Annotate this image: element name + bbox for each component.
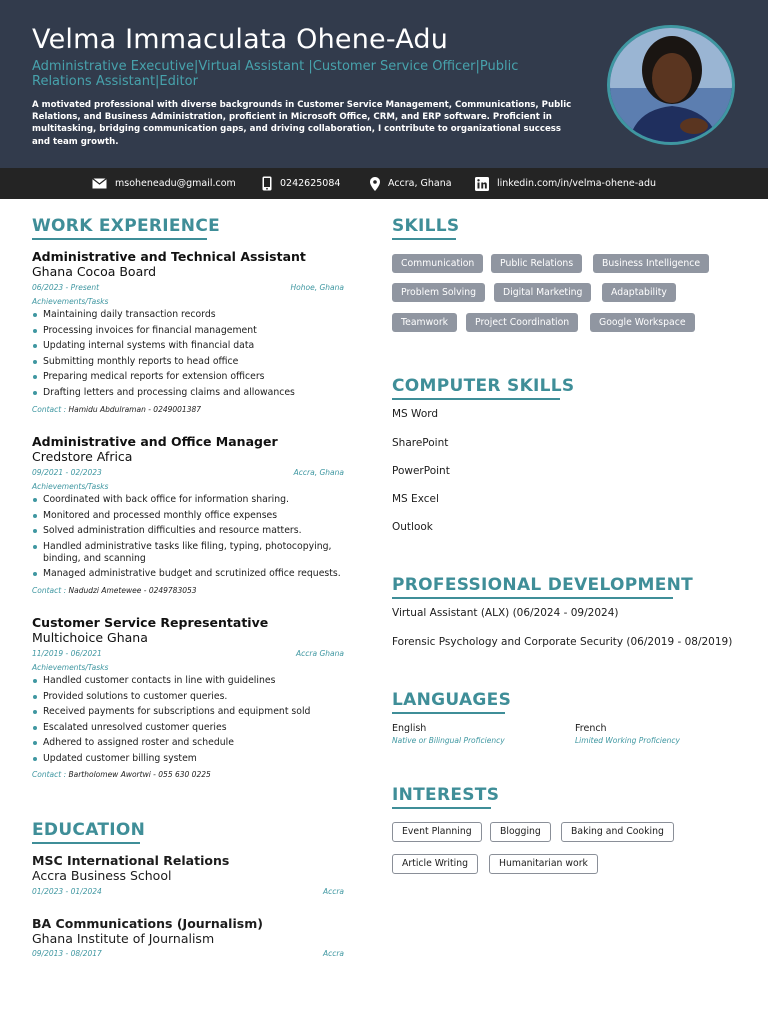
- language-level: Limited Working Proficiency: [575, 736, 680, 745]
- profile-summary: A motivated professional with diverse backgrounds in Customer Service Management, Communications, Public Relations, and Business Administration, proficient in Microsoft Office, CRM, and ERP software. Proficient in multitasking, bridging communication gaps, and driving collaboration, I contribute to organizational success and team growth.: [32, 100, 572, 147]
- list-item: Provided solutions to customer queries.: [32, 691, 344, 703]
- language-level: Native or Bilingual Proficiency: [392, 736, 505, 745]
- contact-linkedin[interactable]: [475, 168, 656, 199]
- resume-header: [0, 0, 768, 168]
- contact-phone[interactable]: [262, 168, 340, 199]
- candidate-name: Velma Immaculata Ohene-Adu: [32, 24, 449, 55]
- list-item: Handled customer contacts in line with guidelines: [32, 675, 344, 687]
- languages-underline: [392, 712, 505, 714]
- education-meta: [32, 887, 344, 896]
- phone-text: 0242625084: [280, 178, 341, 189]
- skill-tag: Business Intelligence: [593, 254, 709, 273]
- interests-heading: INTERESTS: [392, 785, 500, 805]
- list-item: Drafting letters and processing claims and allowances: [32, 387, 344, 399]
- work-experience-heading: WORK EXPERIENCE: [32, 216, 221, 236]
- linkedin-text: linkedin.com/in/velma-ohene-adu: [497, 178, 656, 189]
- job-dates: 06/2023 - Present: [32, 283, 100, 292]
- skill-tag: Adaptability: [602, 283, 676, 302]
- reference-value: Bartholomew Awortwi - 055 630 0225: [68, 770, 211, 779]
- reference-label: Contact :: [32, 586, 67, 595]
- job-title: Customer Service Representative: [32, 615, 269, 630]
- list-item: Monitored and processed monthly office expenses: [32, 510, 344, 522]
- skill-tag: Problem Solving: [392, 283, 485, 302]
- computer-skills-underline: [392, 398, 560, 400]
- job-title: Administrative and Technical Assistant: [32, 249, 306, 264]
- list-item: Preparing medical reports for extension officers: [32, 371, 344, 383]
- computer-skill-item: MS Excel: [392, 493, 439, 505]
- interest-tag: Blogging: [490, 822, 551, 842]
- interest-tag: Baking and Cooking: [561, 822, 674, 842]
- professional-development-underline: [392, 597, 673, 599]
- list-item: Escalated unresolved customer queries: [32, 722, 344, 734]
- language-name: English: [392, 723, 427, 734]
- list-item: Received payments for subscriptions and equipment sold: [32, 706, 344, 718]
- list-item: Submitting monthly reports to head office: [32, 356, 344, 368]
- list-item: Adhered to assigned roster and schedule: [32, 737, 344, 749]
- skills-heading: SKILLS: [392, 216, 460, 236]
- list-item: Updated customer billing system: [32, 753, 344, 765]
- job-meta: [32, 283, 344, 292]
- contact-bar: [0, 168, 768, 199]
- reference-contact: [32, 586, 197, 595]
- reference-value: Nadudzi Ametewee - 0249783053: [68, 586, 197, 595]
- professional-development-heading: PROFESSIONAL DEVELOPMENT: [392, 575, 694, 595]
- job-company: Ghana Cocoa Board: [32, 264, 157, 279]
- language-name: French: [575, 723, 607, 734]
- phone-icon: [262, 176, 272, 191]
- linkedin-icon: [475, 177, 489, 191]
- job-dates: 09/2021 - 02/2023: [32, 468, 102, 477]
- interest-tag: Humanitarian work: [489, 854, 598, 874]
- education-underline: [32, 842, 140, 844]
- list-item: Maintaining daily transaction records: [32, 309, 344, 321]
- list-item: Handled administrative tasks like filing, typing, photocopying, binding, and scanning: [32, 541, 344, 565]
- task-list: [32, 494, 344, 584]
- computer-skill-item: SharePoint: [392, 437, 449, 449]
- education-location: Accra: [322, 887, 344, 896]
- education-degree: MSC International Relations: [32, 853, 230, 868]
- email-text: msoheneadu@gmail.com: [115, 178, 236, 189]
- interests-underline: [392, 807, 491, 809]
- achievements-label: Achievements/Tasks: [32, 663, 109, 672]
- list-item: Coordinated with back office for information sharing.: [32, 494, 344, 506]
- computer-skill-item: Outlook: [392, 521, 433, 533]
- profile-photo-illustration: [610, 28, 735, 145]
- interest-tag: Event Planning: [392, 822, 482, 842]
- skill-tag: Public Relations: [491, 254, 582, 273]
- job-company: Multichoice Ghana: [32, 630, 148, 645]
- reference-contact: [32, 405, 201, 414]
- reference-contact: [32, 770, 211, 779]
- education-dates: 01/2023 - 01/2024: [32, 887, 102, 896]
- development-item: Forensic Psychology and Corporate Security (06/2019 - 08/2019): [392, 636, 733, 648]
- job-location: Accra, Ghana: [293, 468, 344, 477]
- education-meta: [32, 949, 344, 958]
- job-meta: [32, 468, 344, 477]
- languages-heading: LANGUAGES: [392, 690, 512, 710]
- education-school: Accra Business School: [32, 868, 172, 883]
- job-location: Hohoe, Ghana: [290, 283, 344, 292]
- contact-email[interactable]: [92, 168, 236, 199]
- candidate-title: Administrative Executive|Virtual Assistant |Customer Service Officer|Public Relations Assistant|Editor: [32, 59, 519, 89]
- achievements-label: Achievements/Tasks: [32, 297, 109, 306]
- development-item: Virtual Assistant (ALX) (06/2024 - 09/2024): [392, 607, 619, 619]
- job-dates: 11/2019 - 06/2021: [32, 649, 102, 658]
- profile-photo: [607, 25, 735, 145]
- contact-location: [370, 168, 452, 199]
- education-dates: 09/2013 - 08/2017: [32, 949, 102, 958]
- job-location: Accra Ghana: [296, 649, 344, 658]
- list-item: Managed administrative budget and scrutinized office requests.: [32, 568, 344, 580]
- location-pin-icon: [370, 177, 380, 191]
- skill-tag: Project Coordination: [466, 313, 578, 332]
- reference-value: Hamidu Abdulraman - 0249001387: [68, 405, 202, 414]
- envelope-icon: [92, 178, 107, 189]
- education-degree: BA Communications (Journalism): [32, 916, 263, 931]
- education-heading: EDUCATION: [32, 820, 146, 840]
- computer-skills-heading: COMPUTER SKILLS: [392, 376, 575, 396]
- skill-tag: Communication: [392, 254, 483, 273]
- computer-skill-item: PowerPoint: [392, 465, 450, 477]
- job-meta: [32, 649, 344, 658]
- education-location: Accra: [322, 949, 344, 958]
- location-text: Accra, Ghana: [388, 178, 452, 189]
- skills-underline: [392, 238, 456, 240]
- reference-label: Contact :: [32, 405, 67, 414]
- task-list: [32, 309, 344, 403]
- skill-tag: Teamwork: [392, 313, 457, 332]
- skill-tag: Google Workspace: [590, 313, 695, 332]
- list-item: Solved administration difficulties and resource matters.: [32, 525, 344, 537]
- list-item: Updating internal systems with financial data: [32, 340, 344, 352]
- skill-tag: Digital Marketing: [494, 283, 591, 302]
- work-experience-underline: [32, 238, 207, 240]
- task-list: [32, 675, 344, 769]
- computer-skill-item: MS Word: [392, 408, 439, 420]
- education-school: Ghana Institute of Journalism: [32, 931, 215, 946]
- achievements-label: Achievements/Tasks: [32, 482, 109, 491]
- job-company: Credstore Africa: [32, 449, 133, 464]
- list-item: Processing invoices for financial management: [32, 325, 344, 337]
- reference-label: Contact :: [32, 770, 67, 779]
- interest-tag: Article Writing: [392, 854, 478, 874]
- job-title: Administrative and Office Manager: [32, 434, 278, 449]
